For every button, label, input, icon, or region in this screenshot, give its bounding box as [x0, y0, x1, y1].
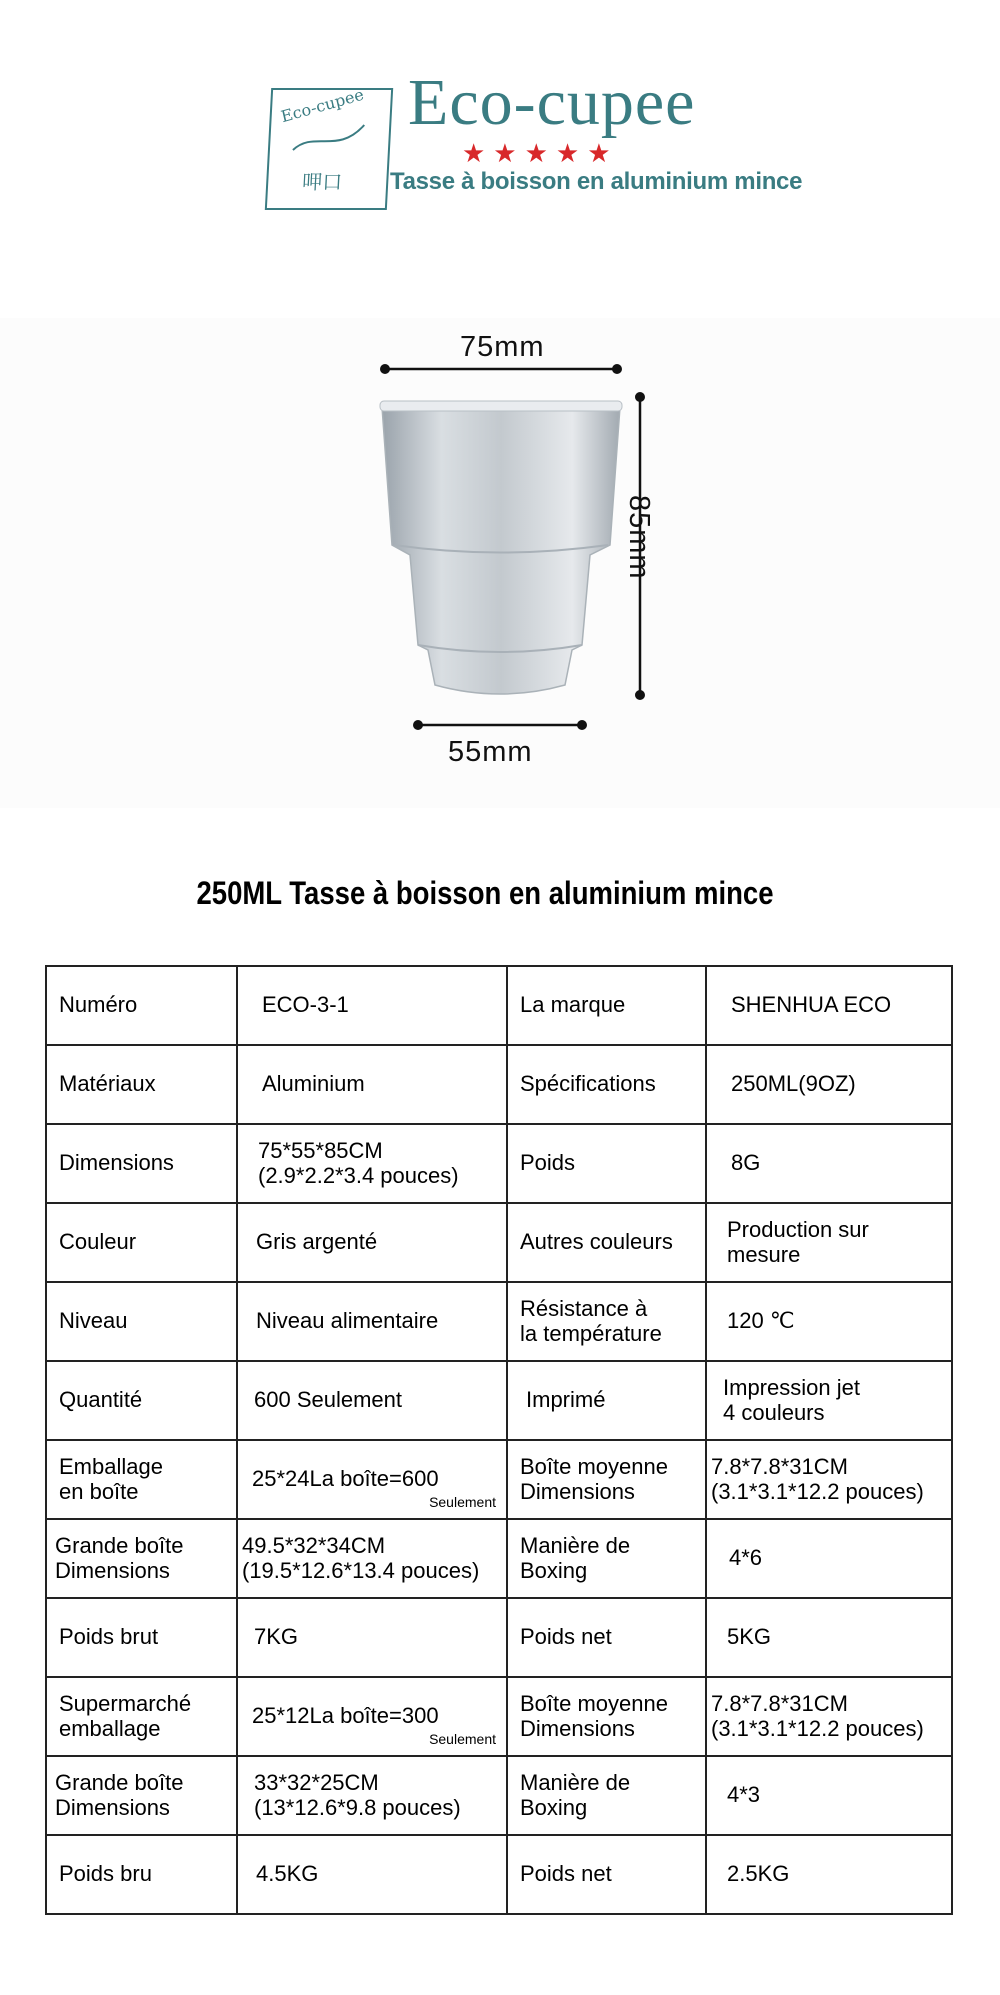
spec-table: [45, 965, 953, 1915]
spec-value: 7.8*7.8*31CM (3.1*3.1*12.2 pouces): [706, 1677, 952, 1756]
spec-key: Autres couleurs: [507, 1203, 706, 1282]
spec-key: Grande boîte Dimensions: [46, 1519, 237, 1598]
brand-name: Eco-cupee: [408, 66, 696, 139]
spec-key: Poids: [507, 1124, 706, 1203]
spec-value: 7KG: [237, 1598, 507, 1677]
height-label: 85mm: [623, 495, 655, 580]
spec-key: Niveau: [46, 1282, 237, 1361]
table-row: [46, 1440, 952, 1519]
spec-value: Gris argenté: [237, 1203, 507, 1282]
table-row: [46, 1282, 952, 1361]
swoosh-icon: [287, 120, 369, 160]
logo-badge-text: Eco-cupee: [279, 84, 366, 127]
spec-key: Poids bru: [46, 1835, 237, 1914]
brand-tagline: Tasse à boisson en aluminium mince: [390, 168, 803, 195]
spec-value: 7.8*7.8*31CM (3.1*3.1*12.2 pouces): [706, 1440, 952, 1519]
spec-key: Résistance à la température: [507, 1282, 706, 1361]
width-top-label: 75mm: [460, 331, 545, 363]
table-row: [46, 1124, 952, 1203]
spec-key: Emballage en boîte: [46, 1440, 237, 1519]
spec-value: 250ML(9OZ): [706, 1045, 952, 1124]
spec-key: Dimensions: [46, 1124, 237, 1203]
spec-key: La marque: [507, 966, 706, 1045]
table-row: [46, 1519, 952, 1598]
spec-key: Grande boîte Dimensions: [46, 1756, 237, 1835]
table-row: [46, 966, 952, 1045]
spec-value: Niveau alimentaire: [237, 1282, 507, 1361]
spec-key: Imprimé: [507, 1361, 706, 1440]
spec-value: 4.5KG: [237, 1835, 507, 1914]
spec-value: 8G: [706, 1124, 952, 1203]
table-row: [46, 1835, 952, 1914]
spec-value: 2.5KG: [706, 1835, 952, 1914]
spec-value: 4*3: [706, 1756, 952, 1835]
spec-key: Boîte moyenne Dimensions: [507, 1440, 706, 1519]
logo-badge: [265, 84, 393, 210]
spec-key: Poids net: [507, 1835, 706, 1914]
spec-value: 25*24La boîte=600 Seulement: [237, 1440, 507, 1519]
spec-value: Impression jet 4 couleurs: [706, 1361, 952, 1440]
spec-key: Spécifications: [507, 1045, 706, 1124]
logo-badge-cjk: 呷口: [301, 172, 343, 194]
table-row: [46, 1361, 952, 1440]
spec-value: 600 Seulement: [237, 1361, 507, 1440]
spec-value: ECO-3-1: [237, 966, 507, 1045]
spec-key: Poids brut: [46, 1598, 237, 1677]
spec-value: 49.5*32*34CM (19.5*12.6*13.4 pouces): [237, 1519, 507, 1598]
spec-key: Quantité: [46, 1361, 237, 1440]
table-row: [46, 1677, 952, 1756]
spec-value: Production sur mesure: [706, 1203, 952, 1282]
spec-value: 75*55*85CM (2.9*2.2*3.4 pouces): [237, 1124, 507, 1203]
table-row: [46, 1203, 952, 1282]
spec-key: Manière de Boxing: [507, 1756, 706, 1835]
spec-value: 33*32*25CM (13*12.6*9.8 pouces): [237, 1756, 507, 1835]
spec-key: Numéro: [46, 966, 237, 1045]
spec-key: Couleur: [46, 1203, 237, 1282]
table-row: [46, 1756, 952, 1835]
table-row: [46, 1045, 952, 1124]
rating-stars: ★★★★★: [462, 138, 619, 168]
spec-key: Matériaux: [46, 1045, 237, 1124]
spec-key: Boîte moyenne Dimensions: [507, 1677, 706, 1756]
spec-value: 5KG: [706, 1598, 952, 1677]
spec-value: SHENHUA ECO: [706, 966, 952, 1045]
spec-key: Poids net: [507, 1598, 706, 1677]
table-title: 250ML Tasse à boisson en aluminium mince: [196, 875, 774, 911]
spec-value: Aluminium: [237, 1045, 507, 1124]
width-bottom-label: 55mm: [448, 736, 533, 768]
spec-value: 120 ℃: [706, 1282, 952, 1361]
table-row: [46, 1598, 952, 1677]
spec-value: 4*6: [706, 1519, 952, 1598]
spec-key: Manière de Boxing: [507, 1519, 706, 1598]
spec-value: 25*12La boîte=300 Seulement: [237, 1677, 507, 1756]
cup-image: [360, 345, 660, 745]
spec-key: Supermarché emballage: [46, 1677, 237, 1756]
